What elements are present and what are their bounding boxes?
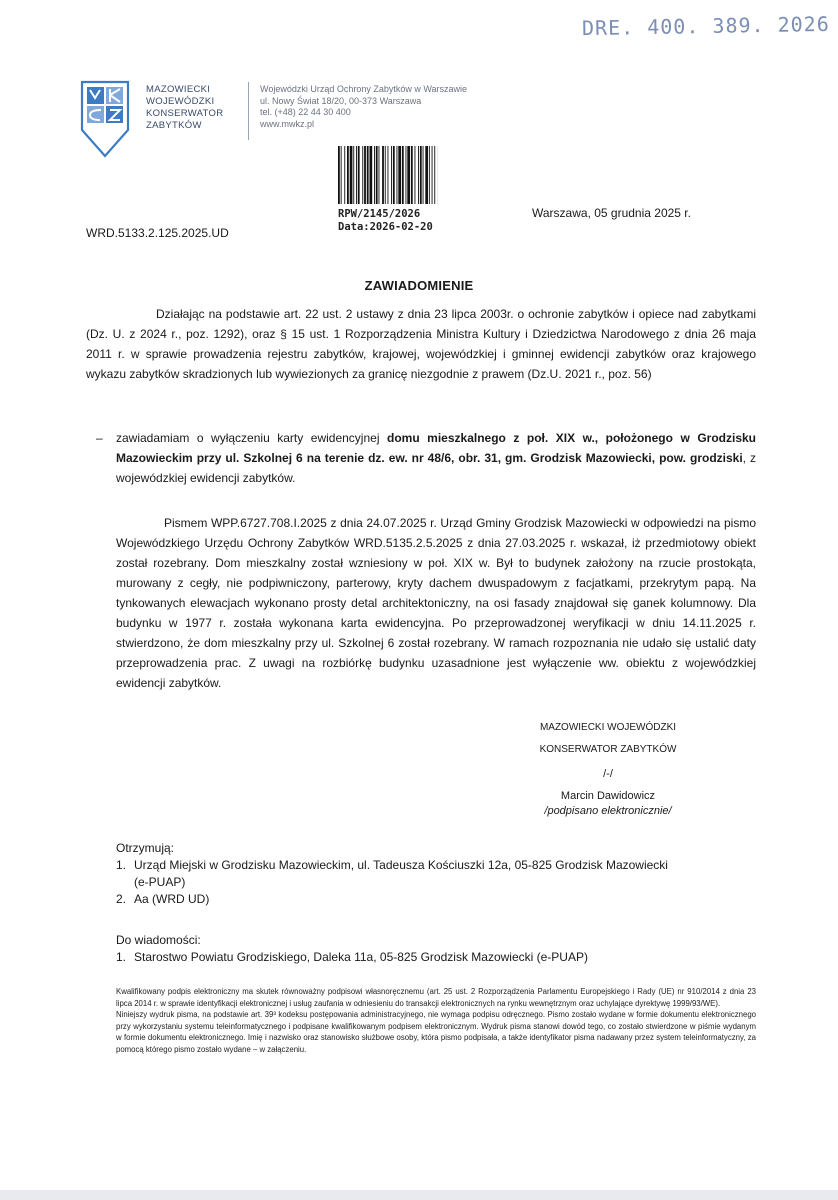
header-divider — [248, 82, 249, 140]
object-description: domu mieszkalnego z poł. XIX w., położonego w Grodzisku Mazowieckim przy ul. Szkolnej 6 na terenie dz. ew. nr 48/6, obr. 31, gm. Grodzisk Mazowiecki, pow. grodziski — [116, 431, 756, 465]
signer-name: Marcin Dawidowicz — [560, 790, 656, 802]
dash-bullet: – — [96, 431, 103, 445]
legal-basis-paragraph: Działając na podstawie art. 22 ust. 2 ustawy z dnia 23 lipca 2003r. o ochronie zabytków i opiece nad zabytkami (Dz. U. z 2024 r., poz. 1292), oraz § 15 ust. 1 Rozporządzenia Ministra Kultury i Dziedzictwa Narodowego z dnia 26 maja 2011 r. w sprawie prowadzenia rejestru zabytków, krajowej, wojewódzkiej i gminnej ewidencji zabytków oraz krajowego wykazu zabytków skradzionych lub wywiezionych za granicę niezgodnie z prawem (Dz.U. 2021 r., poz. 56) — [86, 307, 756, 381]
recipients-list — [116, 857, 676, 908]
signer-mark: /-/ — [603, 768, 613, 780]
case-signature: WRD.5133.2.125.2025.UD — [86, 226, 229, 240]
scan-edge — [0, 1190, 838, 1200]
list-item: 2. Aa (WRD UD) — [116, 892, 210, 906]
document-title: ZAWIADOMIENIE — [364, 278, 474, 293]
signer-title-2: KONSERWATOR ZABYTKÓW — [539, 744, 677, 755]
mwkz-logo-icon — [80, 80, 130, 158]
rpw-number: RPW/2145/2026 — [338, 208, 421, 220]
org-address: Wojewódzki Urząd Ochrony Zabytków w Warszawie ul. Nowy Świat 18/20, 00-373 Warszawa tel. (+48) 22 44 30 400 www.mwkz.pl — [260, 84, 468, 129]
footnote — [116, 986, 756, 1055]
for-info-list — [116, 949, 716, 966]
registry-stamp — [338, 208, 433, 234]
letter-date: Warszawa, 05 grudnia 2025 r. — [532, 206, 691, 220]
registry-date: Data:2026-02-20 — [338, 221, 433, 233]
for-info-heading: Do wiadomości: — [116, 933, 201, 947]
recipients-heading: Otrzymują: — [116, 841, 175, 855]
list-item: 1. Starostwo Powiatu Grodziskiego, Daleka 11a, 05-825 Grodzisk Mazowiecki (e-PUAP) — [116, 950, 588, 964]
signer-title-1: MAZOWIECKI WOJEWÓDZKI — [539, 722, 677, 733]
footnote-printout: Niniejszy wydruk pisma, na podstawie art. 39³ kodeksu postępowania administracyjnego, nie wymaga podpisu odręcznego. Pismo zostało wydane w formie dokumentu elektronicznego przy wykorzystaniu systemu teleinformatycznego i podpisane kwalifikowanym podpisem elektronicznym. Wydruk pisma stanowi dowód tego, co zostało stwierdzone w piśmie wydanym w formie dokumentu elektronicznego. Imię i nazwisko oraz stanowisko służbowe osoby, która pismo podpisała, a także identyfikator pisma nadawany przez system teleinformatyczny, za pomocą którego pismo zostało wydane – w załączeniu. — [116, 1010, 756, 1054]
handwritten-reference-number: DRE. 400. 389. 2026 — [581, 11, 830, 41]
list-item: 1. Urząd Miejski w Grodzisku Mazowieckim, ul. Tadeusza Kościuszki 12a, 05-825 Grodzisk Mazowiecki (e-PUAP) — [116, 858, 668, 889]
notification-item: – zawiadamiam o wyłączeniu karty ewidencyjnej domu mieszkalnego z poł. XIX w., położonego w Grodzisku Mazowieckim przy ul. Szkolnej 6 na terenie dz. ew. nr 48/6, obr. 31, gm. Grodzisk Mazowiecki, pow. grodziski, z wojewódzkiej ewidencji zabytków. — [116, 428, 756, 488]
org-name: MAZOWIECKI WOJEWÓDZKI KONSERWATOR ZABYTKÓW — [146, 84, 224, 131]
barcode-icon — [338, 146, 438, 204]
footnote-signature: Kwalifikowany podpis elektroniczny ma skutek równoważny podpisowi własnoręcznemu (art. 25 ust. 2 Rozporządzenia Parlamentu Europejskiego i Rady (UE) nr 910/2014 z dnia 23 lipca 2014 r. w sprawie identyfikacji elektronicznej i usług zaufania w odniesieniu do transakcji elektronicznych na rynku wewnętrznym oraz uchylające dyrektywę 1999/93/WE). — [116, 987, 756, 1008]
signer-note: /podpisano elektronicznie/ — [544, 805, 672, 817]
justification-paragraph: Pismem WPP.6727.708.I.2025 z dnia 24.07.2025 r. Urząd Gminy Grodzisk Mazowiecki w odpowiedzi na pismo Wojewódzkiego Urzędu Ochrony Zabytków WRD.5135.2.5.2025 z dnia 27.03.2025 r. wskazał, iż przedmiotowy obiekt został rozebrany. Dom mieszkalny został wzniesiony w poł. XIX w. Był to budynek założony na rzucie prostokąta, murowany z cegły, nie podpiwniczony, parterowy, kryty dachem dwuspadowym z facjatkami, przekrytym papą. Na tynkowanych elewacjach wykonano prosty detal architektoniczny, na osi fasady znajdował się ganek kolumnowy. Dla budynku w 1977 r. została wykonana karta ewidencyjna. Po przeprowadzonej weryfikacji w dniu 14.11.2025 r. stwierdzono, że dom mieszkalny przy ul. Szkolnej 6 został rozebrany. W ramach rozpoznania nie udało się ustalić daty przeprowadzenia prac. Z uwagi na rozbiórkę budynku uzasadnione jest wyłączenie ww. obiektu z wojewódzkiej ewidencji zabytków. — [116, 516, 756, 690]
